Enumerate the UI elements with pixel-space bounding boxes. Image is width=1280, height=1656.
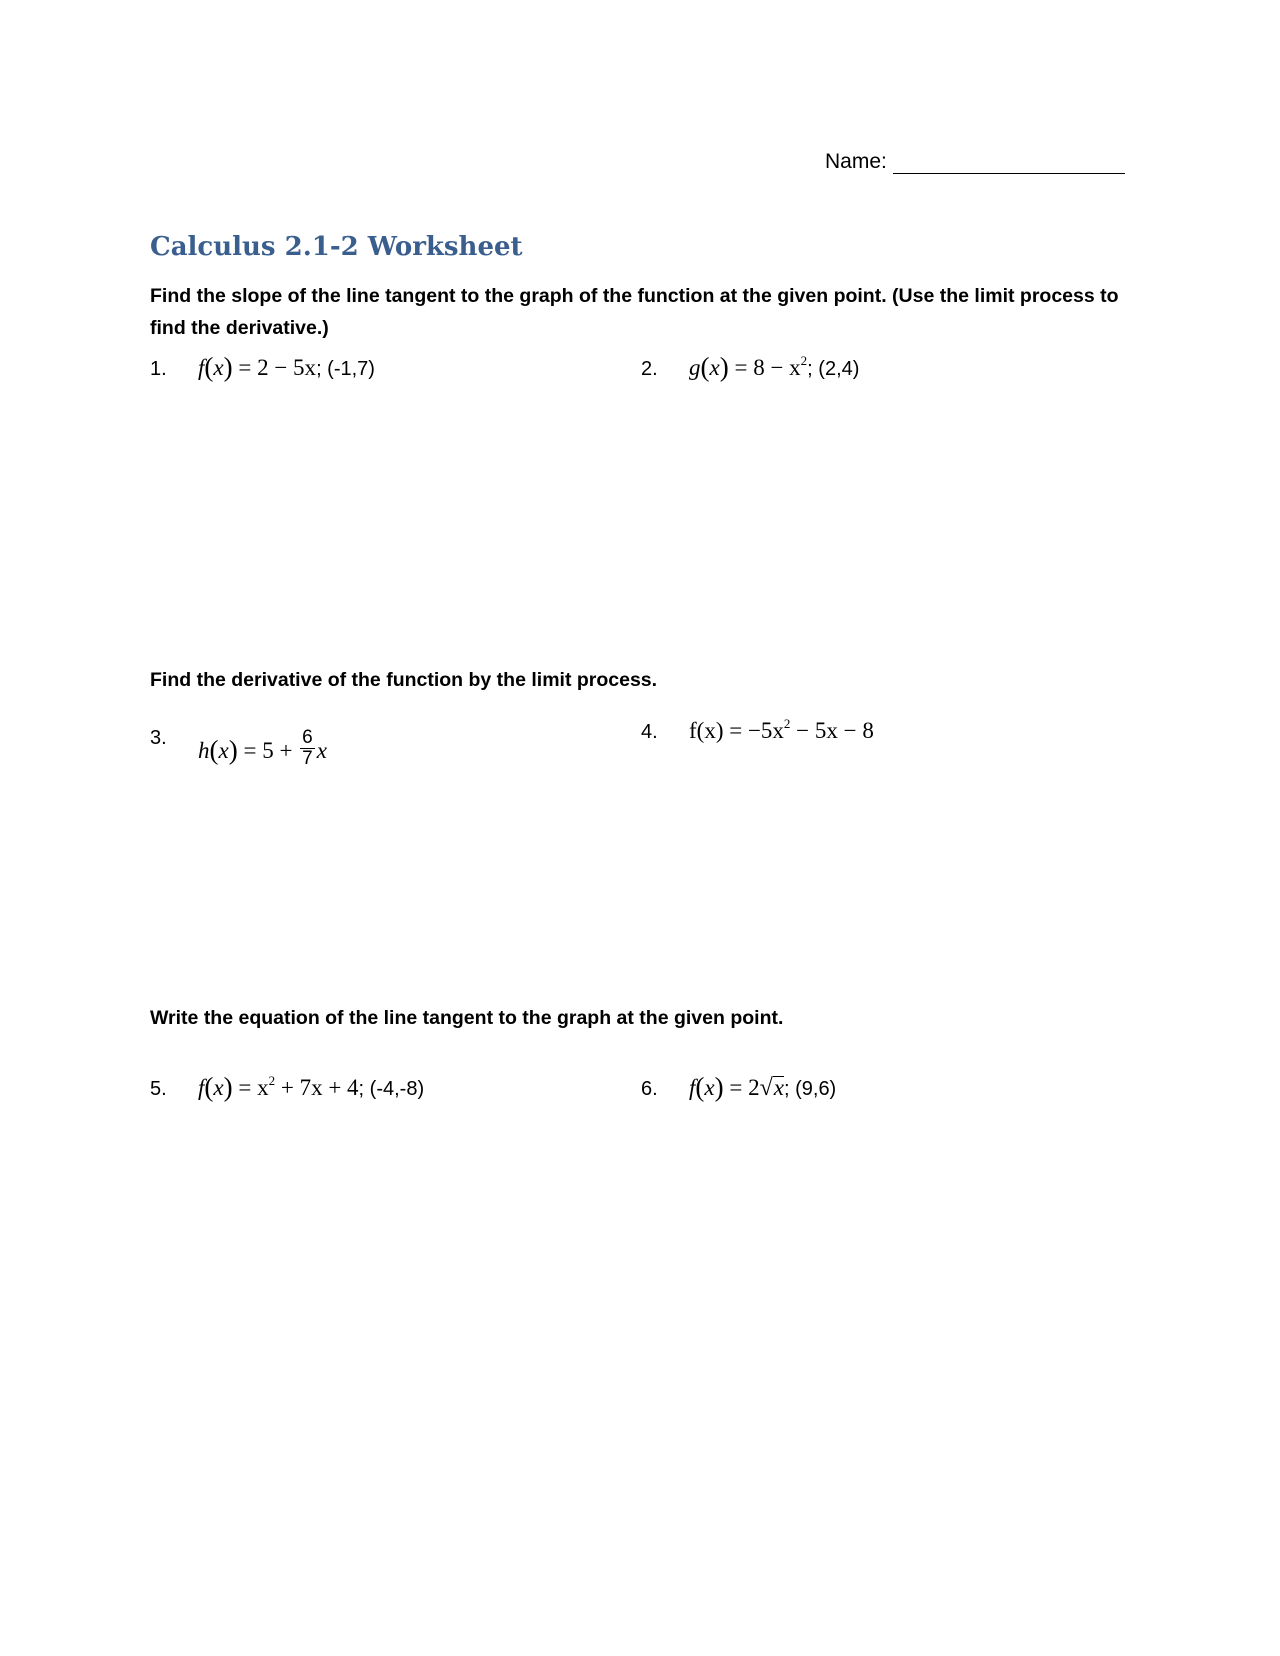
name-label: Name: <box>825 150 887 173</box>
problem-1-number: 1. <box>150 358 167 380</box>
problem-3-fraction: $\frac{6}{7}$ <box>302 727 313 769</box>
section-2-instruction: Find the derivative of the function by the limit process. <box>150 669 658 691</box>
problem-5-point: ; (-4,-8) <box>358 1078 425 1100</box>
problem-3-expression: h(x) = 5 + $\frac{6}{7}$ x <box>198 727 327 769</box>
problem-6-point: ; (9,6) <box>783 1078 837 1100</box>
problem-1-expression: f(x) = 2 − 5x <box>198 352 317 382</box>
problem-2-number: 2. <box>641 358 658 380</box>
square-root-icon: √ <box>759 1075 773 1101</box>
problem-5-expression: $f(x) = x^2 + 7x + 4$ <box>198 1072 359 1102</box>
name-field <box>825 150 1125 174</box>
problem-2 <box>641 352 860 382</box>
problem-3-number: 3. <box>150 726 167 749</box>
section-3-instruction: Write the equation of the line tangent to the graph at the given point. <box>150 1007 784 1029</box>
problem-1 <box>150 352 375 382</box>
problem-4-expression: $f(x) = -5x^2 - 5x - 8$ <box>689 716 874 743</box>
problem-4 <box>641 718 874 744</box>
problem-6-number: 6. <box>641 1078 658 1100</box>
problem-6 <box>641 1072 837 1102</box>
problem-6-expression: f(x) = 2√x <box>689 1072 784 1102</box>
section-1-instruction: Find the slope of the line tangent to the graph of the function at the given point. (Use the limit process to find the derivative.) <box>150 285 1119 339</box>
problem-3 <box>150 718 327 769</box>
name-blank-line <box>893 153 1125 174</box>
problem-5-number: 5. <box>150 1078 167 1100</box>
problem-1-point: ; (-1,7) <box>316 358 375 380</box>
problem-2-point: ; (2,4) <box>807 358 860 380</box>
problem-5 <box>150 1072 425 1102</box>
problem-4-number: 4. <box>641 721 658 743</box>
page-title: Calculus 2.1-2 Worksheet <box>150 232 523 262</box>
problem-2-expression: $g(x) = 8 - x^2$ <box>689 352 808 382</box>
